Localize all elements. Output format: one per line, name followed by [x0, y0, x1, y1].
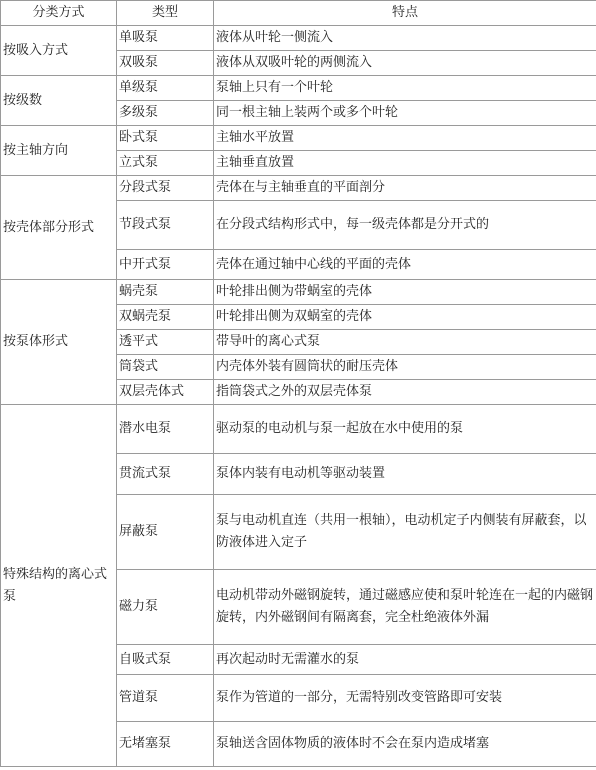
- feature-cell: 泵体内装有电动机等驱动装置: [214, 454, 596, 495]
- feature-cell: 泵轴送含固体物质的液体时不会在泵内造成堵塞: [214, 722, 596, 767]
- type-cell: 蜗壳泵: [117, 280, 214, 305]
- header-feature: 特点: [214, 1, 596, 26]
- feature-cell: 液体从叶轮一侧流入: [214, 26, 596, 51]
- type-cell: 中开式泵: [117, 250, 214, 280]
- feature-cell: 再次起动时无需灌水的泵: [214, 645, 596, 675]
- type-cell: 筒袋式: [117, 355, 214, 380]
- type-cell: 管道泵: [117, 675, 214, 722]
- feature-cell: 内壳体外装有圆筒状的耐压壳体: [214, 355, 596, 380]
- feature-cell: 主轴垂直放置: [214, 151, 596, 176]
- type-cell: 透平式: [117, 330, 214, 355]
- feature-cell: 叶轮排出侧为双蜗室的壳体: [214, 305, 596, 330]
- category-cell: 按主轴方向: [1, 126, 117, 176]
- header-category: 分类方式: [1, 1, 117, 26]
- table-row: [1, 126, 596, 151]
- feature-cell: 液体从双吸叶轮的两侧流入: [214, 51, 596, 76]
- type-cell: 单吸泵: [117, 26, 214, 51]
- feature-cell: 驱动泵的电动机与泵一起放在水中使用的泵: [214, 405, 596, 454]
- category-cell: 按壳体部分形式: [1, 176, 117, 280]
- feature-cell: 同一根主轴上装两个或多个叶轮: [214, 101, 596, 126]
- table-row: [1, 76, 596, 101]
- type-cell: 自吸式泵: [117, 645, 214, 675]
- feature-cell: 泵与电动机直连（共用一根轴），电动机定子内侧装有屏蔽套，以防液体进入定子: [214, 495, 596, 570]
- feature-cell: 主轴水平放置: [214, 126, 596, 151]
- table-row: [1, 280, 596, 305]
- table-row: [1, 26, 596, 51]
- type-cell: 节段式泵: [117, 201, 214, 250]
- type-cell: 双吸泵: [117, 51, 214, 76]
- category-cell: 按吸入方式: [1, 26, 117, 76]
- type-cell: 双层壳体式: [117, 380, 214, 405]
- feature-cell: 泵作为管道的一部分，无需特别改变管路即可安装: [214, 675, 596, 722]
- table-row: [1, 176, 596, 201]
- type-cell: 贯流式泵: [117, 454, 214, 495]
- type-cell: 屏蔽泵: [117, 495, 214, 570]
- feature-cell: 叶轮排出侧为带蜗室的壳体: [214, 280, 596, 305]
- type-cell: 双蜗壳泵: [117, 305, 214, 330]
- type-cell: 卧式泵: [117, 126, 214, 151]
- category-cell: 特殊结构的离心式泵: [1, 405, 117, 767]
- feature-cell: 泵轴上只有一个叶轮: [214, 76, 596, 101]
- type-cell: 立式泵: [117, 151, 214, 176]
- feature-cell: 在分段式结构形式中，每一级壳体都是分开式的: [214, 201, 596, 250]
- feature-cell: 壳体在与主轴垂直的平面剖分: [214, 176, 596, 201]
- type-cell: 分段式泵: [117, 176, 214, 201]
- table-row: [1, 405, 596, 454]
- category-cell: 按级数: [1, 76, 117, 126]
- type-cell: 潜水电泵: [117, 405, 214, 454]
- feature-cell: 带导叶的离心式泵: [214, 330, 596, 355]
- feature-cell: 电动机带动外磁钢旋转，通过磁感应使和泵叶轮连在一起的内磁钢旋转，内外磁钢间有隔离套，完全杜绝液体外漏: [214, 570, 596, 645]
- header-row: [1, 1, 596, 26]
- type-cell: 磁力泵: [117, 570, 214, 645]
- type-cell: 无堵塞泵: [117, 722, 214, 767]
- type-cell: 多级泵: [117, 101, 214, 126]
- feature-cell: 壳体在通过轴中心线的平面的壳体: [214, 250, 596, 280]
- feature-cell: 指筒袋式之外的双层壳体泵: [214, 380, 596, 405]
- header-type: 类型: [117, 1, 214, 26]
- type-cell: 单级泵: [117, 76, 214, 101]
- category-cell: 按泵体形式: [1, 280, 117, 405]
